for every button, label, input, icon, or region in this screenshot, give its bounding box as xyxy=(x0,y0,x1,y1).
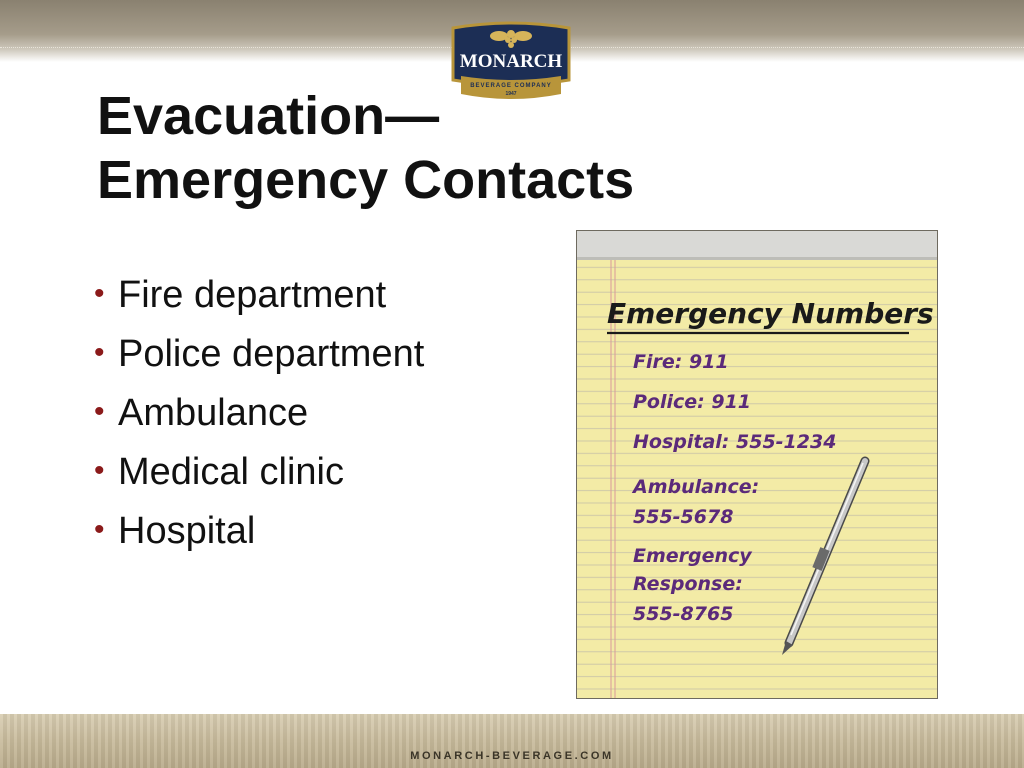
bullet-icon: • xyxy=(94,336,105,369)
footer-website: MONARCH-BEVERAGE.COM xyxy=(410,750,614,762)
list-item xyxy=(92,266,424,325)
list-item-label: Fire department xyxy=(118,274,387,316)
notepad-entry-response-number: 555-8765 xyxy=(633,603,734,625)
notepad-entry-police: Police: 911 xyxy=(633,391,752,413)
footer-band xyxy=(0,714,1024,768)
list-item xyxy=(92,384,424,443)
contact-bullet-list xyxy=(92,266,424,561)
list-item-label: Police department xyxy=(118,333,425,375)
notepad-binding xyxy=(577,231,938,259)
logo-year: 1947 xyxy=(505,91,517,97)
slide-title-line-1: Evacuation— xyxy=(97,86,440,146)
logo-name: MONARCH xyxy=(459,51,563,72)
list-item xyxy=(92,443,424,502)
logo-tagline: BEVERAGE COMPANY xyxy=(470,83,552,89)
notepad-entry-ambulance-label: Ambulance: xyxy=(633,476,760,498)
notepad-entry-ambulance-number: 555-5678 xyxy=(633,506,734,528)
notepad-heading: Emergency Numbers xyxy=(607,297,934,330)
list-item xyxy=(92,502,424,561)
list-item-label: Medical clinic xyxy=(118,451,344,493)
notepad-entry-hospital: Hospital: 555-1234 xyxy=(633,431,837,453)
slide-title xyxy=(97,84,634,212)
list-item xyxy=(92,325,424,384)
bullet-icon: • xyxy=(94,395,105,428)
slide-title-line-2: Emergency Contacts xyxy=(97,150,635,210)
bullet-icon: • xyxy=(94,513,105,546)
notepad-entry-fire: Fire: 911 xyxy=(633,351,729,373)
bullet-icon: • xyxy=(94,277,105,310)
notepad-illustration xyxy=(577,231,938,699)
list-item-label: Ambulance xyxy=(118,392,309,434)
list-item-label: Hospital xyxy=(118,510,256,552)
notepad-entry-response-label: Response: xyxy=(633,573,743,595)
notepad-entry-emergency-label: Emergency xyxy=(633,545,752,567)
emergency-numbers-notepad xyxy=(576,230,938,699)
bullet-icon: • xyxy=(94,454,105,487)
